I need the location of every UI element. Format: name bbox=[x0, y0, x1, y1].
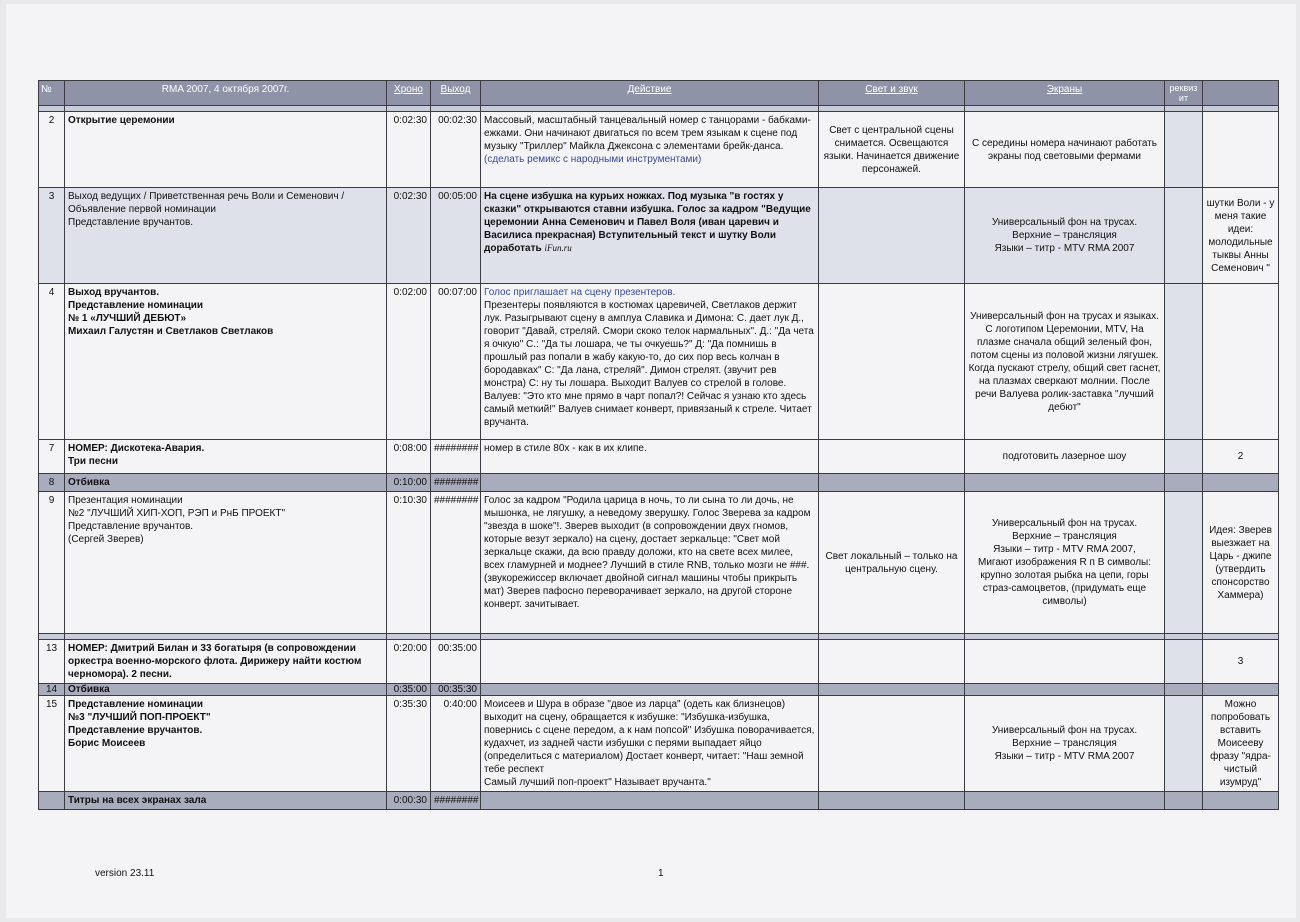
col-light[interactable]: Свет и звук bbox=[819, 81, 965, 106]
action-text: Массовый, масштабный танцевальный номер с танцорами - бабками-ежками. Они начинают двигаться по всем трем языкам к сцене под музыку "Триллер" Майкла Джексона с элементами брейк-данса. bbox=[484, 115, 811, 152]
row-number: 13 bbox=[39, 640, 65, 684]
row-action: Голос за кадром "Родила царица в ночь, то ли сына то ли дочь, не мышонка, не лягушку, а неведому зверушку. Голос Зверева за кадром "звезда в шоке"!. Зверев выходит (в сопровождении двух гномов, которые везут зеркало) на сцену, достает зеркальце: "Свет мой зеркальце скажи, да всю правду доложи, кто на свете всех милее, всех гламурней и моднее? Лучший в стиле RNB, только мозги не ###. (звукорежиссер включает двойной сигнал машины чтобы прикрыть мат) Зверев пафосно переворачивает зеркало, на другой стороне конверт. зачитывает. bbox=[481, 492, 819, 634]
row-extra: шутки Воли - у меня такие идеи: молодильные тыквы Анны Семенович " bbox=[1203, 188, 1279, 284]
col-action[interactable]: Действие bbox=[481, 81, 819, 106]
row-title: Открытие церемонии bbox=[65, 112, 387, 188]
row-light bbox=[819, 440, 965, 474]
row-action bbox=[481, 112, 819, 188]
table-row bbox=[39, 112, 1279, 188]
col-exit[interactable]: Выход bbox=[431, 81, 481, 106]
col-extra bbox=[1203, 81, 1279, 106]
table-row bbox=[39, 792, 1279, 810]
row-chrono: 0:02:30 bbox=[387, 112, 431, 188]
row-action: Моисеев и Шура в образе "двое из ларца" (одеть как близнецов) выходит на сцену, обращается к избушке: "Избушка-избушка, повернись с сцене передом, а к нам попсой" Избушка поворачивается, кудахчет, из задней части избушки с перями выпадает яйцо (определиться с материалом) Достает конверт, читает: "Наш земной тебе респект Самый лучший поп-проект" Называет вручанта." bbox=[481, 696, 819, 792]
row-title: Титры на всех экранах зала bbox=[65, 792, 387, 810]
col-props: реквиз ит bbox=[1165, 81, 1203, 106]
row-extra bbox=[1203, 112, 1279, 188]
row-screens: Универсальный фон на трусах. Верхние – трансляция Языки – титр - MTV RMA 2007, Мигают изображения R п В символы: крупно золотая рыбка на цепи, горы страз-самоцветов, (придумать еще символы) bbox=[965, 492, 1165, 634]
table-row bbox=[39, 640, 1279, 684]
row-screens: С середины номера начинают работать экраны под световыми фермами bbox=[965, 112, 1165, 188]
row-props bbox=[1165, 440, 1203, 474]
row-props bbox=[1165, 696, 1203, 792]
row-title: Отбивка bbox=[65, 684, 387, 696]
row-chrono: 0:02:30 bbox=[387, 188, 431, 284]
row-props bbox=[1165, 112, 1203, 188]
row-props bbox=[1165, 640, 1203, 684]
table-row bbox=[39, 188, 1279, 284]
row-title: Выход ведущих / Приветственная речь Воли и Семенович / Объявление первой номинации Представление вручантов. bbox=[65, 188, 387, 284]
row-extra: Идея: Зверев выезжает на Царь - джипе (утвердить спонсорство Хаммера) bbox=[1203, 492, 1279, 634]
row-extra: 2 bbox=[1203, 440, 1279, 474]
row-chrono: 0:10:00 bbox=[387, 474, 431, 492]
action-note: Голос приглашает на сцену презентеров. bbox=[484, 287, 676, 298]
row-extra: 3 bbox=[1203, 640, 1279, 684]
row-screens: Универсальный фон на трусах. Верхние – трансляция Языки – титр - MTV RMA 2007 bbox=[965, 696, 1165, 792]
row-light: Свет локальный – только на центральную сцену. bbox=[819, 492, 965, 634]
row-light bbox=[819, 188, 965, 284]
header-row bbox=[39, 81, 1279, 106]
col-screens[interactable]: Экраны bbox=[965, 81, 1165, 106]
row-title: Выход вручантов. Представление номинации № 1 «ЛУЧШИЙ ДЕБЮТ» Михаил Галустян и Светлаков Светлаков bbox=[65, 284, 387, 440]
row-light bbox=[819, 696, 965, 792]
row-props bbox=[1165, 284, 1203, 440]
row-title: НОМЕР: Дискотека-Авария. Три песни bbox=[65, 440, 387, 474]
action-text: На сцене избушка на курьих ножках. Под музыка "в гостях у сказки" открываются ставни избушка. Голос за кадром "Ведущие церемонии Анна Семенович и Павел Воля (иван царевич и Василиса прекрасная) Вступительный текст и шутку Воли доработать bbox=[484, 191, 811, 254]
row-exit: 00:35:30 bbox=[431, 684, 481, 696]
row-number: 15 bbox=[39, 696, 65, 792]
row-props bbox=[1165, 188, 1203, 284]
row-exit: ######## bbox=[431, 440, 481, 474]
row-exit: 00:07:00 bbox=[431, 284, 481, 440]
row-number: 2 bbox=[39, 112, 65, 188]
row-title: Отбивка bbox=[65, 474, 387, 492]
row-chrono: 0:02:00 bbox=[387, 284, 431, 440]
row-action bbox=[481, 284, 819, 440]
row-title: Представление номинации №3 "ЛУЧШИЙ ПОП-ПРОЕКТ" Представление вручантов. Борис Моисеев bbox=[65, 696, 387, 792]
row-action: номер в стиле 80х - как в их клипе. bbox=[481, 440, 819, 474]
version-label: version 23.11 bbox=[95, 868, 155, 879]
row-number: 3 bbox=[39, 188, 65, 284]
table-row bbox=[39, 284, 1279, 440]
table-row bbox=[39, 696, 1279, 792]
page-number: 1 bbox=[658, 868, 664, 879]
script-table bbox=[38, 80, 1279, 810]
row-title: НОМЕР: Дмитрий Билан и 33 богатыря (в сопровождении оркестра военно-морского флота. Дирижеру найти костюм черномора). 2 песни. bbox=[65, 640, 387, 684]
row-chrono: 0:35:00 bbox=[387, 684, 431, 696]
row-light bbox=[819, 284, 965, 440]
row-light: Свет с центральной сцены снимается. Освещаются языки. Начинается движение персонажей. bbox=[819, 112, 965, 188]
row-screens: подготовить лазерное шоу bbox=[965, 440, 1165, 474]
row-exit: ######## bbox=[431, 492, 481, 634]
action-text: Презентеры появляются в костюмах царевичей, Светлаков держит лук. Разыгрывают сцену в амплуа Славика и Димона: С. дает лук Д., говорит "Давай, стреляй. Смори скоко телок нармальных". Д.: "Да чета я очкую" С.: "Да ты лошара, че ты очкуешь?" Д: "Да помнишь в прошлый раз попали в жабу какую-то, до сих пор весь колчан в бородавках" С: "Да лана, стреляй". Димон стрелят. (звучит рев монстра) С: ну ты лошара. Выходит Валуев со стрелой в голове. Валуев: "Это кто мне прямо в чарт попал?! Сейчас я узнаю кто здесь самый меткий!" Валуев снимает конверт, привязаный к стреле. Читает вручанта. bbox=[484, 300, 814, 428]
row-number: 8 bbox=[39, 474, 65, 492]
table-row bbox=[39, 492, 1279, 634]
table-row bbox=[39, 474, 1279, 492]
row-extra bbox=[1203, 284, 1279, 440]
row-props bbox=[1165, 492, 1203, 634]
watermark: iFun.ru bbox=[544, 243, 572, 253]
row-exit: 00:05:00 bbox=[431, 188, 481, 284]
row-title: Презентация номинации №2 "ЛУЧШИЙ ХИП-ХОП, РЭП и РнБ ПРОЕКТ" Представление вручантов. (Сергей Зверев) bbox=[65, 492, 387, 634]
row-chrono: 0:00:30 bbox=[387, 792, 431, 810]
row-exit: ######## bbox=[431, 792, 481, 810]
row-screens: Универсальный фон на трусах и языках. С логотипом Церемонии, MTV, На плазме сначала общий зеленый фон, потом сцены из половой жизни лягушек. Когда пускают стрелу, общий свет гаснет, на плазмах сверкают молнии. После речи Валуева ролик-заставка "лучший дебют" bbox=[965, 284, 1165, 440]
col-title: RMA 2007, 4 октября 2007г. bbox=[65, 81, 387, 106]
row-number: 7 bbox=[39, 440, 65, 474]
col-chrono[interactable]: Хроно bbox=[387, 81, 431, 106]
row-exit: 00:02:30 bbox=[431, 112, 481, 188]
row-screens: Универсальный фон на трусах. Верхние – трансляция Языки – титр - MTV RMA 2007 bbox=[965, 188, 1165, 284]
table-row bbox=[39, 684, 1279, 696]
row-chrono: 0:35:30 bbox=[387, 696, 431, 792]
row-chrono: 0:10:30 bbox=[387, 492, 431, 634]
row-number: 4 bbox=[39, 284, 65, 440]
col-no: № bbox=[39, 81, 65, 106]
row-exit: ######## bbox=[431, 474, 481, 492]
row-number: 9 bbox=[39, 492, 65, 634]
row-exit: 0:40:00 bbox=[431, 696, 481, 792]
row-exit: 00:35:00 bbox=[431, 640, 481, 684]
action-note: (сделать ремикс с народными инструментами) bbox=[484, 154, 702, 165]
table-row bbox=[39, 440, 1279, 474]
row-number: 14 bbox=[39, 684, 65, 696]
row-action bbox=[481, 188, 819, 284]
row-chrono: 0:08:00 bbox=[387, 440, 431, 474]
row-extra: Можно попробовать вставить Моисееву фразу "ядра-чистый изумруд" bbox=[1203, 696, 1279, 792]
row-chrono: 0:20:00 bbox=[387, 640, 431, 684]
